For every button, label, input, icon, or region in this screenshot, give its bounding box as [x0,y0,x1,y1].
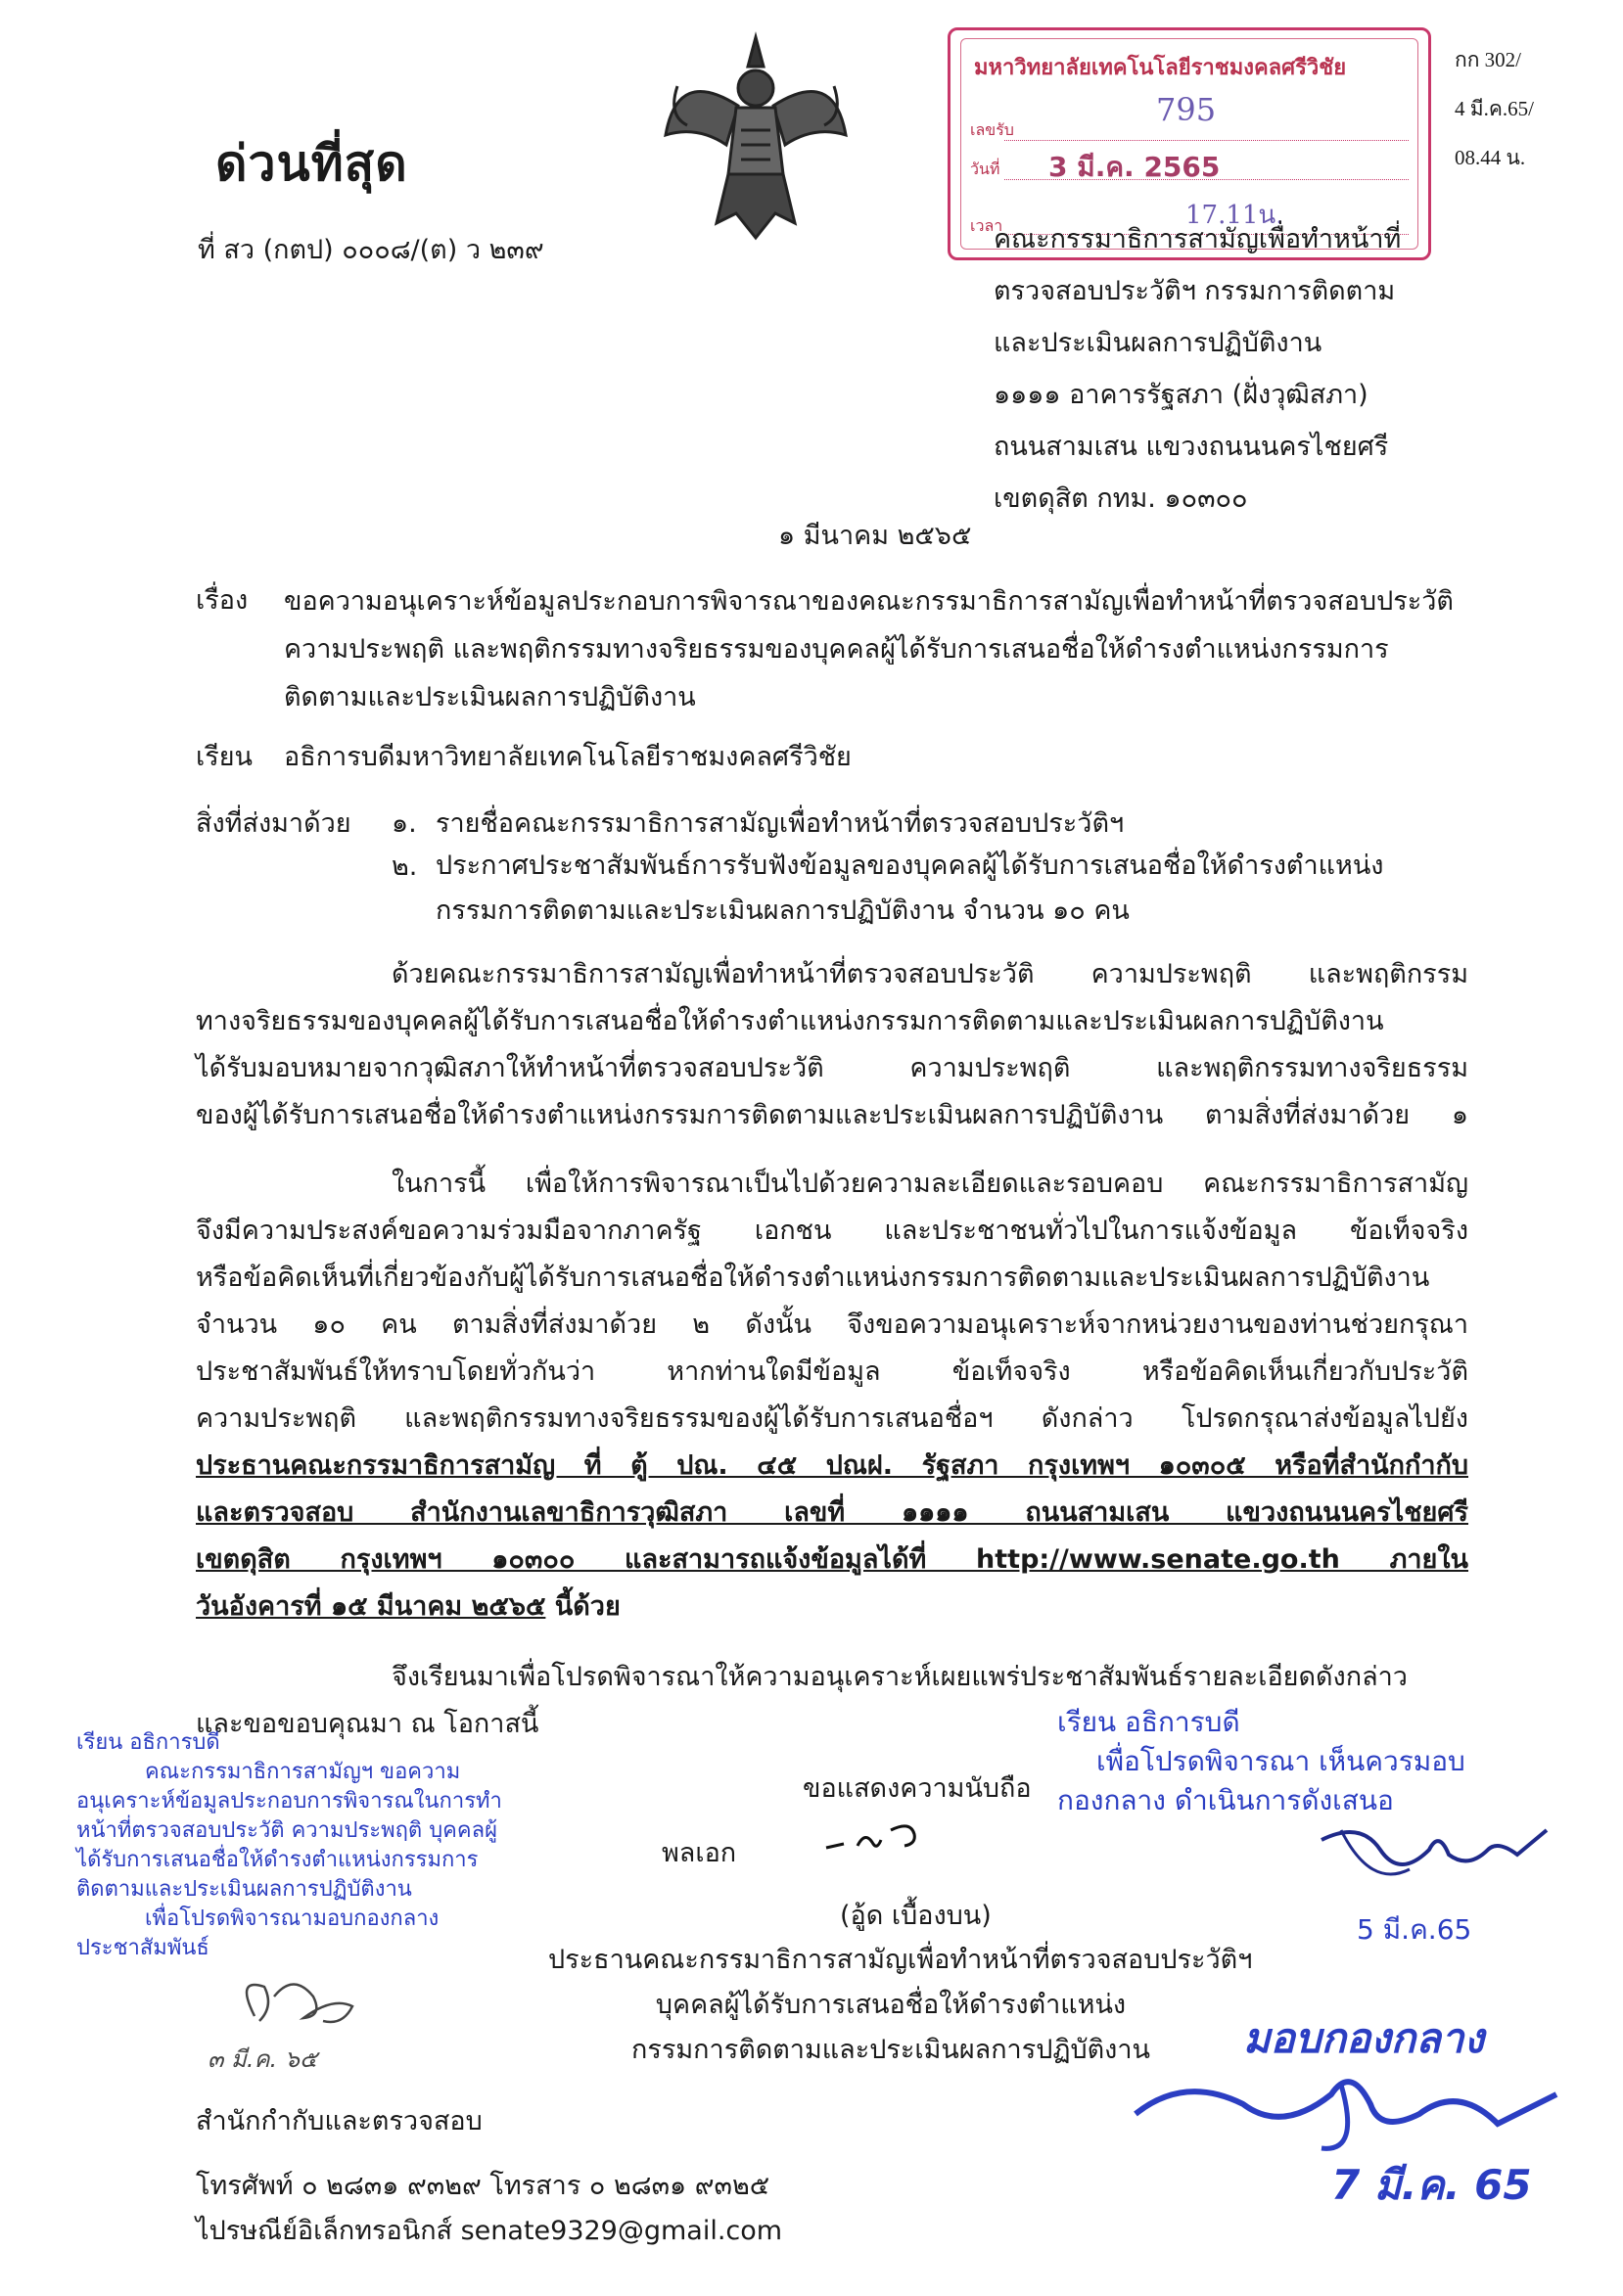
contact-office: สำนักกำกับและตรวจสอบ [196,2106,483,2136]
order-date: 7 มี.ค. 65 [1331,2161,1532,2209]
urgency-label: ด่วนที่สุด [215,135,408,192]
salutation-recipient: อธิการบดีมหาวิทยาลัยเทคโนโลยีราชมงคลศรีวิชัย [284,742,852,772]
contact-email: ไปรษณีย์อิเล็กทรอนิกส์ senate9329@gmail.com [196,2216,783,2246]
annotation-line: เพื่อโปรดพิจารณามอบกองกลาง [145,1906,440,1931]
reference-number: ที่ สว (กตป) ๐๐๐๘/(ต) ว ๒๓๙ [198,235,544,265]
stamp-time-label: เวลา [970,216,1003,235]
annotation-line: คณะกรรมาธิการสามัญฯ ขอความ [145,1760,461,1784]
annotation-left [76,1728,502,1963]
body-paragraph-2 [196,1161,1468,1630]
annotation-line: อนุเคราะห์ข้อมูลประกอบการพิจารณในการทำ [76,1789,502,1814]
annotation-line: ประชาสัมพันธ์ [76,1936,209,1960]
signer-name: (อู้ด เบื้องบน) [840,1901,992,1931]
paragraph-line: ด้วยคณะกรรมาธิการสามัญเพื่อทำหน้าที่ตรวจสอบประวัติ ความประพฤติ และพฤติกรรม [392,959,1468,989]
receipt-note [1455,35,1534,182]
subject-line: ขอความอนุเคราะห์ข้อมูลประกอบการพิจารณาของคณะกรรมาธิการสามัญเพื่อทำหน้าที่ตรวจสอบประวัติ [284,586,1454,617]
enclosure-line: ประกาศประชาสัมพันธ์การรับฟังข้อมูลของบุคคลผู้ได้รับการเสนอชื่อให้ดำรงตำแหน่ง [436,850,1384,881]
annotation-line: เรียน อธิการบดี [76,1730,220,1755]
closing: ขอแสดงความนับถือ [803,1773,1032,1804]
signer-title-line: บุคคลผู้ได้รับการเสนอชื่อให้ดำรงตำแหน่ง [655,1990,1127,2020]
annotation-right [1057,1703,1465,1820]
right-signature-icon [1302,1811,1556,1899]
signer-title-line: ประธานคณะกรรมาธิการสามัญเพื่อทำหน้าที่ตรวจสอบประวัติฯ [548,1945,1253,1975]
left-signature-icon [215,1967,382,2036]
receipt-note-line: กก 302/ [1455,48,1522,71]
subject-line: ความประพฤติ และพฤติกรรมทางจริยธรรมของบุคคลผู้ได้รับการเสนอชื่อให้ดำรงตำแหน่งกรรมการ [284,634,1389,665]
order-note: มอบกองกลาง [1243,2014,1484,2062]
address-line: เขตดุสิต กทม. ๑๐๓๐๐ [994,483,1248,514]
enclosure-item [436,844,1383,934]
deadline-text: วันอังคารที่ ๑๕ มีนาคม ๒๕๖๕ [196,1591,546,1622]
paragraph-line: ความประพฤติ และพฤติกรรมทางจริยธรรมของผู้ได้รับการเสนอชื่อฯ ดังกล่าว โปรดกรุณาส่งข้อมูลไปยัง [196,1403,1468,1434]
letter-date: ๑ มีนาคม ๒๕๖๕ [778,521,972,551]
salutation-label: เรียน [196,742,254,772]
annotation-line: เพื่อโปรดพิจารณา เห็นควรมอบ [1096,1745,1465,1777]
signer-title-line: กรรมการติดตามและประเมินผลการปฏิบัติงาน [631,2035,1150,2065]
stamp-date-value: 3 มี.ค. 2565 [1048,151,1221,183]
annotation-left-date: ๓ มี.ค. ๖๕ [208,2045,318,2073]
signer-rank: พลเอก [662,1838,737,1868]
body-paragraph-1 [196,951,1468,1139]
director-signature-icon [1126,2055,1566,2163]
deadline-suffix: นี้ด้วย [545,1591,621,1622]
subject-text [284,577,1454,721]
paragraph-line: ทางจริยธรรมของบุคคลผู้ได้รับการเสนอชื่อให้ดำรงตำแหน่งกรรมการติดตามและประเมินผลการปฏิบัติงาน [196,1006,1384,1036]
subject-line: ติดตามและประเมินผลการปฏิบัติงาน [284,682,696,712]
stamp-university: มหาวิทยาลัยเทคโนโลยีราชมงคลศรีวิชัย [974,56,1347,80]
enclosure-line: กรรมการติดตามและประเมินผลการปฏิบัติงาน จำนวน ๑๐ คน [436,895,1130,926]
stamp-receive-number: 795 [1156,91,1217,128]
paragraph-line: จึงเรียนมาเพื่อโปรดพิจารณาให้ความอนุเคราะห์เผยแพร่ประชาสัมพันธ์รายละเอียดดังกล่าว [392,1662,1408,1692]
paragraph-line: จำนวน ๑๐ คน ตามสิ่งที่ส่งมาด้วย ๒ ดังนั้น จึงขอความอนุเคราะห์จากหน่วยงานของท่านช่วยกรุณา [196,1309,1468,1340]
annotation-right-date: 5 มี.ค.65 [1357,1913,1472,1946]
enclosure-number: ๑. [392,808,417,839]
paragraph-line: ในการนี้ เพื่อให้การพิจารณาเป็นไปด้วยความละเอียดและรอบคอบ คณะกรรมาธิการสามัญ [392,1169,1468,1199]
contact-phone: โทรศัพท์ ๐ ๒๘๓๑ ๙๓๒๙ โทรสาร ๐ ๒๘๓๑ ๙๓๒๕ [196,2171,770,2201]
address-line: และประเมินผลการปฏิบัติงาน [994,328,1322,358]
sender-address [994,213,1401,525]
paragraph-line: และขอขอบคุณมา ณ โอกาสนี้ [196,1709,539,1739]
paragraph-line: ได้รับมอบหมายจากวุฒิสภาให้ทำหน้าที่ตรวจสอบประวัติ ความประพฤติ และพฤติกรรมทางจริยธรรม [196,1053,1468,1083]
signature-initials-icon [822,1811,959,1860]
garuda-emblem-icon [658,27,854,253]
annotation-line: กองกลาง ดำเนินการดังเสนอ [1057,1784,1394,1816]
paragraph-line: ประชาสัมพันธ์ให้ทราบโดยทั่วกันว่า หากท่านใดมีข้อมูล ข้อเท็จจริง หรือข้อคิดเห็นเกี่ยวกับประวัติ [196,1356,1468,1387]
stamp-time-value: 17.11น. [1185,201,1284,230]
enclosure-item: รายชื่อคณะกรรมาธิการสามัญเพื่อทำหน้าที่ตรวจสอบประวัติฯ [436,808,1125,839]
stamp-date-label: วันที่ [970,160,1000,178]
signer-title [548,1938,1253,2073]
paragraph-line: ของผู้ได้รับการเสนอชื่อให้ดำรงตำแหน่งกรรมการติดตามและประเมินผลการปฏิบัติงาน ตามสิ่งที่ส่งมาด้วย ๑ [196,1100,1468,1130]
enclosures-label: สิ่งที่ส่งมาด้วย [196,808,351,839]
subject-label: เรื่อง [196,585,249,616]
address-line: ตรวจสอบประวัติฯ กรรมการติดตาม [994,276,1396,306]
paragraph-line: จึงมีความประสงค์ขอความร่วมมือจากภาครัฐ เอกชน และประชาชนทั่วไปในการแจ้งข้อมูล ข้อเท็จจริง [196,1216,1468,1246]
receipt-note-line: 08.44 น. [1455,146,1526,169]
enclosure-number: ๒. [392,851,418,882]
paragraph-line: หรือข้อคิดเห็นที่เกี่ยวข้องกับผู้ได้รับการเสนอชื่อให้ดำรงตำแหน่งกรรมการติดตามและประเมินผลการปฏิบัติงาน [196,1263,1430,1293]
annotation-line: เรียน อธิการบดี [1057,1706,1240,1738]
submission-address-line: เขตดุสิต กรุงเทพฯ ๑๐๓๐๐ และสามารถแจ้งข้อมูลได้ที่ http://www.senate.go.th ภายใน [196,1544,1468,1575]
submission-address-line: และตรวจสอบ สำนักงานเลขาธิการวุฒิสภา เลขที่ ๑๑๑๑ ถนนสามเสน แขวงถนนนครไชยศรี [196,1497,1468,1528]
submission-address-line: ประธานคณะกรรมาธิการสามัญ ที่ ตู้ ปณ. ๔๕ ปณฝ. รัฐสภา กรุงเทพฯ ๑๐๓๐๕ หรือที่สำนักกำกับ [196,1450,1468,1481]
address-line: ถนนสามเสน แขวงถนนนครไชยศรี [994,432,1389,462]
annotation-line: ติดตามและประเมินผลการปฏิบัติงาน [76,1877,412,1902]
address-line: ๑๑๑๑ อาคารรัฐสภา (ฝั่งวุฒิสภา) [994,380,1368,410]
stamp-receive-label: เลขรับ [970,120,1014,139]
receipt-note-line: 4 มี.ค.65/ [1455,97,1534,120]
annotation-line: ได้รับการเสนอชื่อให้ดำรงตำแหน่งกรรมการ [76,1848,479,1872]
address-line: คณะกรรมาธิการสามัญเพื่อทำหน้าที่ [994,224,1402,254]
annotation-line: หน้าที่ตรวจสอบประวัติ ความประพฤติ บุคคลผู้ [76,1818,497,1843]
